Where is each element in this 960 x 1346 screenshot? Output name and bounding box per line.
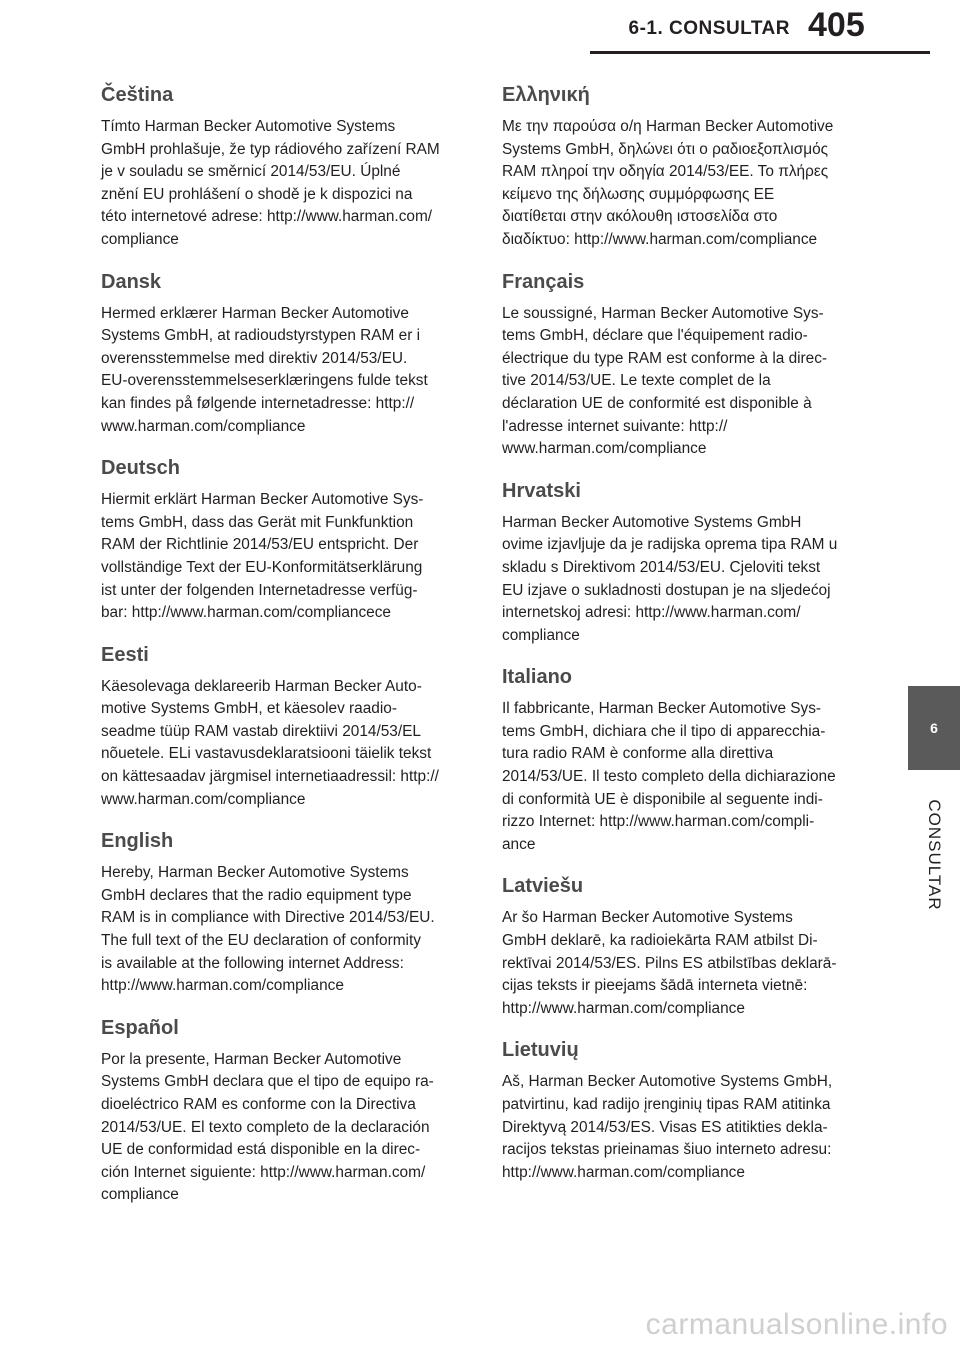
declaration-text: Με την παρούσα ο/η Harman Becker Automotive Systems GmbH, δηλώνει ότι ο ραδιοεξοπλισμός RAM πληροί την οδηγία 2014/53/ΕΕ. Το πλήρες κείμενο της δήλωσης συμμόρφωσης ΕΕ διατίθεται στην ακόλουθη ιστοσελίδα στο διαδίκτυο: http://www.harman.com/compliance — [502, 118, 834, 248]
declaration-text: Il fabbricante, Harman Becker Automotive Sys- tems GmbH, dichiara che il tipo di apparecchia- tura radio RAM è conforme alla direttiva 2014/53/UE. Il testo completo della dichiarazione di conformità UE è disponibile al seguente indi- rizzo Internet: http://www.harman.com/compli- ance — [502, 700, 836, 853]
language-section — [502, 662, 864, 856]
language-heading: Français — [502, 270, 585, 293]
language-section — [101, 826, 463, 998]
language-heading: English — [101, 830, 174, 853]
language-heading: Español — [101, 1016, 179, 1039]
language-heading: Čeština — [101, 84, 174, 106]
language-heading: Eesti — [101, 643, 149, 666]
language-section — [502, 80, 864, 252]
language-heading: Hrvatski — [502, 479, 581, 502]
language-section — [101, 80, 463, 252]
language-section — [502, 1035, 864, 1184]
declaration-text: Käesolevaga deklareerib Harman Becker Auto- motive Systems GmbH, et käesolev raadio- seadme tüüp RAM vastab direktiivi 2014/53/EL nõuetele. ELi vastavusdeklaratsiooni täielik tekst on kättesaadav järgmisel internetiaadressil: http:// www.harman.com/compliance — [101, 677, 439, 808]
language-heading: Dansk — [101, 270, 162, 293]
declaration-text: Tímto Harman Becker Automotive Systems GmbH prohlašuje, že typ rádiového zařízení RAM je v souladu se směrnicí 2014/53/EU. Úplné znění EU prohlášení o shodě je k dispozici na této internetové adrese: http://www.harman.com/ compliance — [101, 118, 440, 248]
declaration-text: Hermed erklærer Harman Becker Automotive Systems GmbH, at radioudstyrstypen RAM er i overensstemmelse med direktiv 2014/53/EU. EU-overensstemmelseserklæringens fulde tekst kan findes på følgende internetadresse: http:// www.harman.com/compliance — [101, 304, 428, 435]
chapter-tab[interactable]: 6 — [908, 686, 960, 770]
declaration-text: Ar šo Harman Becker Automotive Systems GmbH deklarē, ka radioiekārta RAM atbilst Di- rektīvai 2014/53/ES. Pilns ES atbilstības deklarā- cijas teksts ir pieejams šādā interneta vietnē: http://www.harman.com/compliance — [502, 909, 837, 1017]
language-heading: Lietuvių — [502, 1039, 579, 1062]
declaration-text: Aš, Harman Becker Automotive Systems GmbH, patvirtinu, kad radijo įrenginių tipas RAM atitinka Direktyvą 2014/53/ES. Visas ES atitikties dekla- racijos tekstas prieinamas šiuo interneto adresu: http://www.harman.com/compliance — [502, 1073, 833, 1181]
declaration-text: Por la presente, Harman Becker Automotive Systems GmbH declara que el tipo de equipo ra- dioeléctrico RAM es conforme con la Directiva 2014/53/UE. El texto completo de la declaración UE de conformidad está disponible en la direc- ción Internet siguiente: http://www.harman.com/ compliance — [101, 1050, 434, 1204]
declaration-text: Le soussigné, Harman Becker Automotive Sys- tems GmbH, déclare que l'équipement radio- électrique du type RAM est conforme à la direc- tive 2014/53/UE. Le texte complet de la déclaration UE de conformité est disponible à l'adresse internet suivante: http:// www.harman.com/compliance — [502, 304, 828, 458]
declaration-text: Hereby, Harman Becker Automotive Systems GmbH declares that the radio equipment type RAM is in compliance with Directive 2014/53/EU. The full text of the EU declaration of conformity is available at the following internet Address: http://www.harman.com/compliance — [101, 864, 435, 995]
right-column — [502, 80, 864, 1199]
left-column — [101, 80, 463, 1222]
watermark: carmanualsonline.info — [645, 1308, 948, 1341]
language-heading: Deutsch — [101, 457, 180, 480]
language-section — [502, 871, 864, 1020]
page-number: 405 — [808, 6, 865, 44]
section-title: 6-1. CONSULTAR — [628, 18, 790, 39]
language-heading: Ελληνική — [502, 84, 590, 106]
declaration-text: Harman Becker Automotive Systems GmbH ovime izjavljuje da je radijska oprema tipa RAM u skladu s Direktivom 2014/53/EU. Cjeloviti tekst EU izjave o sukladnosti dostupan je na sljedećoj internetskoj adresi: http://www.harman.com/ compliance — [502, 513, 838, 644]
header-divider — [590, 51, 930, 54]
language-section — [101, 453, 463, 625]
language-heading: Italiano — [502, 666, 573, 689]
declaration-text: Hiermit erklärt Harman Becker Automotive Sys- tems GmbH, dass das Gerät mit Funkfunktion RAM der Richtlinie 2014/53/EU entspricht. Der vollständige Text der EU-Konformitätserklärung ist unter der folgenden Internetadresse verfüg- bar: http://www.harman.com/compliancece — [101, 491, 424, 622]
language-section — [101, 267, 463, 439]
language-section — [101, 1013, 463, 1207]
language-section — [502, 476, 864, 648]
language-heading: Latviešu — [502, 875, 584, 898]
chapter-label: CONSULTAR — [925, 799, 944, 911]
language-section — [502, 267, 864, 461]
language-section — [101, 640, 463, 812]
